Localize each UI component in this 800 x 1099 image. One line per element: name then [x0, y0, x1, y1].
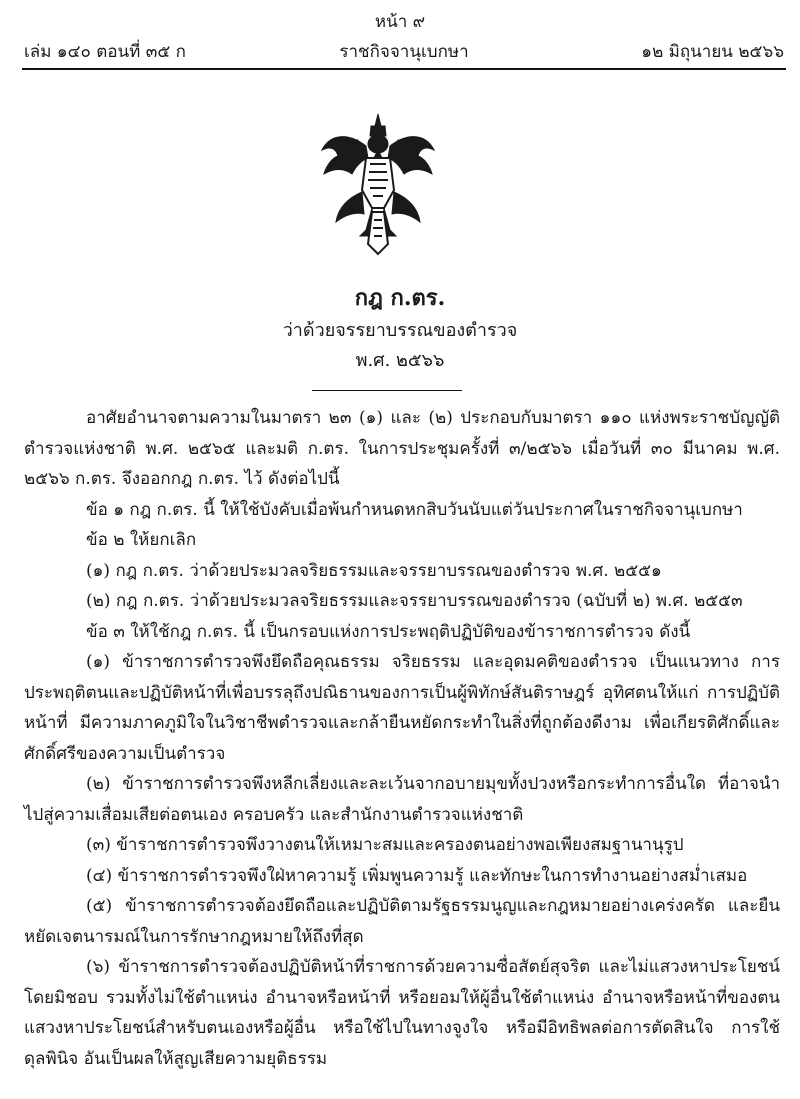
decree-subtitle: ว่าด้วยจรรยาบรรณของตำรวจ: [282, 320, 518, 341]
clause-3-item-6: (๖) ข้าราชการตำรวจต้องปฏิบัติหน้าที่ราชการด้วยความซื่อสัตย์สุจริต และไม่แสวงหาประโยชน์ โดยมิชอบ รวมทั้งไม่ใช้ตำแหน่ง อำนาจหรือหน้าที่ หรือยอมให้ผู้อื่นใช้ตำแหน่ง อำนาจหรือหน้าที่ของตน แสวงหาประโยชน์สำหรับตนเองหรือผู้อื่น หรือใช้ไปในทางจูงใจ หรือมีอิทธิพลต่อการตัดสินใจ การใช้ดุลพินิจ อันเป็นผลให้สูญเสียความยุติธรรม: [24, 957, 780, 1069]
preamble-paragraph: อาศัยอำนาจตามความในมาตรา ๒๓ (๑) และ (๒) ประกอบกับมาตรา ๑๑๐ แห่งพระราชบัญญัติตำรวจแห่งชาติ พ.ศ. ๒๕๖๕ และมติ ก.ตร. ในการประชุมครั้งที่ ๓/๒๕๖๖ เมื่อวันที่ ๓๐ มีนาคม พ.ศ. ๒๕๖๖ ก.ตร. จึงออกกฎ ก.ตร. ไว้ ดังต่อไปนี้: [24, 408, 780, 489]
clause-3: ข้อ ๓ ให้ใช้กฎ ก.ตร. นี้ เป็นกรอบแห่งการประพฤติปฏิบัติของข้าราชการตำรวจ ดังนี้: [86, 621, 691, 642]
title-divider: [312, 390, 462, 391]
gazette-header: [24, 38, 784, 64]
clause-3-item-1: (๑) ข้าราชการตำรวจพึงยึดถือคุณธรรม จริยธรรม และอุดมคติของตำรวจ เป็นแนวทาง การประพฤติตนและปฏิบัติหน้าที่เพื่อบรรลุถึงปณิธานของการเป็นผู้พิทักษ์สันติราษฎร์ อุทิศตนให้แก่ การปฏิบัติหน้าที่ มีความภาคภูมิใจในวิชาชีพตำรวจและกล้ายืนหยัดกระทำในสิ่งที่ถูกต้องดีงาม เพื่อเกียรติศักดิ์และศักดิ์ศรีของความเป็นตำรวจ: [24, 652, 780, 764]
volume-issue: เล่ม ๑๔๐ ตอนที่ ๓๕ ก: [24, 42, 186, 62]
publication-name: ราชกิจจานุเบกษา: [339, 42, 469, 62]
publication-date: ๑๒ มิถุนายน ๒๕๖๖: [641, 42, 784, 62]
decree-year: พ.ศ. ๒๕๖๖: [355, 350, 445, 371]
clause-2: ข้อ ๒ ให้ยกเลิก: [86, 530, 197, 550]
clause-3-item-3: (๓) ข้าราชการตำรวจพึงวางตนให้เหมาะสมและครองตนอย่างพอเพียงสมฐานานุรูป: [86, 835, 684, 855]
decree-body: [24, 403, 780, 1074]
clause-2-item-1: (๑) กฎ ก.ตร. ว่าด้วยประมวลจริยธรรมและจรรยาบรรณของตำรวจ พ.ศ. ๒๕๕๑: [86, 560, 662, 581]
clause-1: ข้อ ๑ กฎ ก.ตร. นี้ ให้ใช้บังคับเมื่อพ้นกำหนดหกสิบวันนับแต่วันประกาศในราชกิจจานุเบกษา: [86, 499, 743, 520]
decree-title: กฎ ก.ตร.: [354, 285, 446, 311]
page-number: หน้า ๙: [374, 12, 426, 32]
decree-title-block: [0, 280, 800, 378]
garuda-emblem: [318, 112, 438, 257]
clause-3-item-4: (๔) ข้าราชการตำรวจพึงใฝ่หาความรู้ เพิ่มพูนความรู้ และทักษะในการทำงานอย่างสม่ำเสมอ: [86, 865, 748, 886]
clause-3-item-5: (๕) ข้าราชการตำรวจต้องยึดถือและปฏิบัติตามรัฐธรรมนูญและกฎหมายอย่างเคร่งครัด และยืนหยัดเจตนารมณ์ในการรักษากฎหมายให้ถึงที่สุด: [24, 896, 780, 947]
clause-2-item-2: (๒) กฎ ก.ตร. ว่าด้วยประมวลจริยธรรมและจรรยาบรรณของตำรวจ (ฉบับที่ ๒) พ.ศ. ๒๕๕๓: [86, 591, 743, 611]
clause-3-item-2: (๒) ข้าราชการตำรวจพึงหลีกเลี่ยงและละเว้นจากอบายมุขทั้งปวงหรือกระทำการอื่นใด ที่อาจนำไปสู่ความเสื่อมเสียต่อตนเอง ครอบครัว และสำนักงานตำรวจแห่งชาติ: [24, 774, 780, 825]
header-divider: [22, 68, 786, 70]
